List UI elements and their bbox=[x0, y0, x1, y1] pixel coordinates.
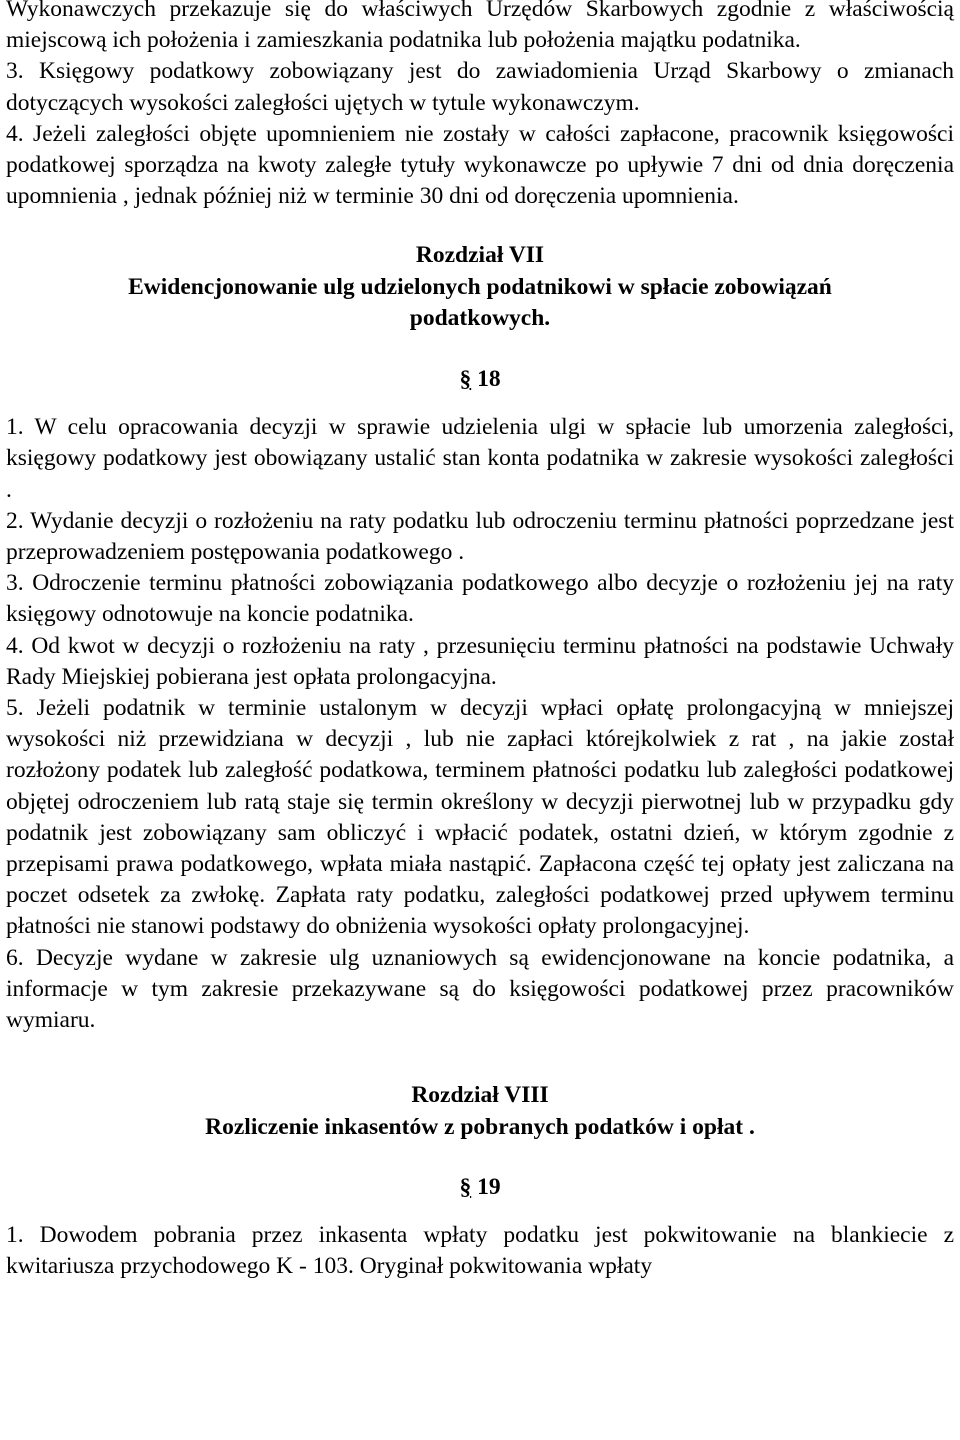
section-18-paragraph-6: 6. Decyzje wydane w zakresie ulg uznaniowych są ewidencjonowane na koncie podatnika, a informacje w tym zakresie przekazywane są do księgowości podatkowej przez pracowników wymiaru. bbox=[6, 944, 954, 1034]
section-18-paragraph-1: 1. W celu opracowania decyzji w sprawie udzielenia ulgi w spłacie lub umorzenia zaległości, księgowy podatkowy jest obowiązany ustalić stan konta podatnika w zakresie wysokości zaległości . bbox=[6, 414, 954, 503]
chapter-7-subtitle-line2: podatkowych. bbox=[409, 304, 551, 331]
document-page bbox=[6, 0, 954, 1282]
section-18-paragraph-2: 2. Wydanie decyzji o rozłożeniu na raty podatku lub odroczeniu terminu płatności poprzedzane jest przeprowadzeniem postępowania podatkowego . bbox=[6, 507, 954, 566]
intro-paragraph-3: 3. Księgowy podatkowy zobowiązany jest do zawiadomienia Urząd Skarbowy o zmianach dotyczących wysokości zaległości ujętych w tytule wykonawczym. bbox=[6, 58, 954, 116]
chapter-8-title: Rozdział VIII bbox=[411, 1082, 549, 1109]
section-19-number: 19 bbox=[477, 1173, 501, 1200]
section-18-number: 18 bbox=[477, 366, 501, 393]
intro-paragraph-4: 4. Jeżeli zaległości objęte upomnieniem nie zostały w całości zapłacone, pracownik księgowości podatkowej sporządza na kwoty zaległe tytuły wykonawcze po upływie 7 dni od dnia doręczenia upomnienia , jednak później niż w terminie 30 dni od doręczenia upomnienia. bbox=[6, 120, 954, 210]
section-sign: § bbox=[459, 1173, 472, 1200]
chapter-7-subtitle-line1: Ewidencjonowanie ulg udzielonych podatnikowi w spłacie zobowiązań bbox=[128, 273, 832, 300]
section-19-heading bbox=[6, 1172, 954, 1203]
section-18-paragraph-3: 3. Odroczenie terminu płatności zobowiązania podatkowego albo decyzje o rozłożeniu jej na raty księgowy odnotowuje na koncie podatnika. bbox=[6, 570, 954, 628]
section-19-paragraph-1: 1. Dowodem pobrania przez inkasenta wpłaty podatku jest pokwitowanie na blankiecie z kwitariusza przychodowego K - 103. Oryginał pokwitowania wpłaty bbox=[6, 1221, 954, 1280]
intro-paragraph-continuation: Wykonawczych przekazuje się do właściwych Urzędów Skarbowych zgodnie z właściwością miejscową ich położenia i zamieszkania podatnika lub położenia majątku podatnika. bbox=[6, 0, 954, 54]
chapter-8-subtitle: Rozliczenie inkasentów z pobranych podatków i opłat . bbox=[205, 1113, 755, 1140]
section-18-paragraph-4: 4. Od kwot w decyzji o rozłożeniu na raty , przesunięciu terminu płatności na podstawie Uchwały Rady Miejskiej pobierana jest opłata prolongacyjna. bbox=[6, 632, 954, 690]
section-18-heading bbox=[6, 364, 954, 395]
section-18-paragraph-5: 5. Jeżeli podatnik w terminie ustalonym w decyzji wpłaci opłatę prolongacyjną w mniejszej wysokości niż przewidziana w decyzji , lub nie zapłaci którejkolwiek z rat , na jakie został rozłożony podatek lub zaległość podatkowa, terminem płatności podatku lub zaległości podatkowej objętej odroczeniem lub ratą staje się termin określony w decyzji pierwotnej lub w przypadku gdy podatnik jest zobowiązany sam obliczyć i wpłacić podatek, ostatni dzień, w którym zgodnie z przepisami prawa podatkowego, wpłata miała nastąpić. Zapłacona część tej opłaty jest zaliczana na poczet odsetek za zwłokę. Zapłata raty podatku, zaległości podatkowej przed upływem terminu płatności nie stanowi podstawy do obniżenia wysokości opłaty prolongacyjnej. bbox=[6, 695, 954, 940]
section-sign: § bbox=[459, 366, 472, 393]
chapter-7-title: Rozdział VII bbox=[415, 242, 545, 269]
